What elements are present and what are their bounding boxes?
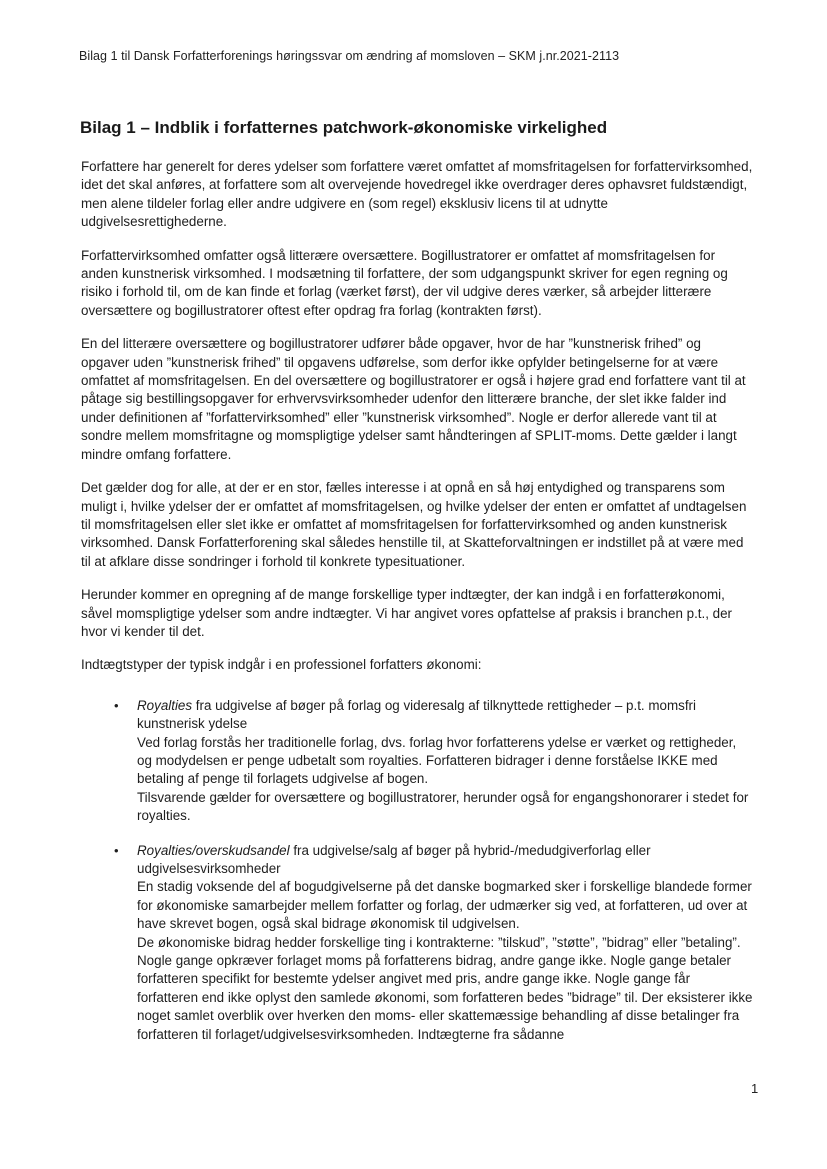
bullet-icon: • <box>114 842 119 858</box>
list-item-body: Ved forlag forstås her traditionelle forlag, dvs. forlag hvor forfatterens ydelse er værket og rettigheder, og modydelsen er penge udbetalt som royalties. Forfatteren bidrager i denne forståelse IKKE med betaling af penge til forlagets udgivelse af bogen. <box>137 734 737 787</box>
list-item <box>81 842 753 1044</box>
income-types-list <box>81 697 753 1044</box>
page-number: 1 <box>751 1081 759 1096</box>
page-title: Bilag 1 – Indblik i forfatternes patchwork-økonomiske virkelighed <box>80 118 608 137</box>
list-item-title-rest: fra udgivelse/salg af bøger på hybrid-/medudgiverforlag eller udgivelsesvirksomheder <box>137 842 651 876</box>
list-item-title-italic: Royalties/overskudsandel <box>137 842 290 858</box>
document-body <box>81 158 753 1060</box>
list-item-heading <box>137 842 753 879</box>
list-item-title-rest: fra udgivelse af bøger på forlag og videresalg af tilknyttede rettigheder – p.t. momsfri kunstnerisk ydelse <box>137 697 696 732</box>
list-item <box>81 697 753 826</box>
list-item-body: En stadig voksende del af bogudgivelserne på det danske bogmarked sker i forskellige blandede former for økonomiske samarbejder mellem forfatter og forlag, der udmærker sig ved, at forfatteren, ud over at have skrevet bogen, også skal bidrage økonomisk til udgivelsen. <box>137 879 752 932</box>
paragraph: Forfattervirksomhed omfatter også litterære oversættere. Bogillustratorer er omfattet af momsfritagelsen for anden kunstnerisk virksomhed. I modsætning til forfattere, der som udgangspunkt skriver for egen regning og risiko i forhold til, om de kan finde et forlag (værket først), der vil udgive deres værker, så arbejder litterære oversættere og bogillustratorer oftest efter opdrag fra forlag (kontrakten først). <box>81 247 728 318</box>
paragraph: Det gælder dog for alle, at der er en stor, fælles interesse i at opnå en så høj entydighed og transparens som muligt i, hvilke ydelser der er omfattet af momsfritagelsen, og hvilke ydelser der enten er omfattet af undtagelsen til momsfritagelsen eller slet ikke er omfattet af momsfritagelsen for forfattervirksomhed og anden kunstnerisk virksomhed. Dansk Forfatterforening skal således henstille til, at Skatteforvaltningen er indstillet på at være med til at afklare disse sondringer i forhold til konkrete typesituationer. <box>81 480 747 569</box>
list-item-heading <box>137 697 753 734</box>
list-item-title-italic: Royalties <box>137 697 193 713</box>
list-item-body: Tilsvarende gælder for oversættere og bogillustratorer, herunder også for engangshonorarer i stedet for royalties. <box>137 789 749 824</box>
bullet-icon: • <box>114 697 119 713</box>
paragraph: Herunder kommer en opregning af de mange forskellige typer indtægter, der kan indgå i en forfatterøkonomi, såvel momspligtige ydelser som andre indtægter. Vi har angivet vores opfattelse af praksis i branchen p.t., der hvor vi kender til det. <box>81 587 733 639</box>
page-header: Bilag 1 til Dansk Forfatterforenings høringssvar om ændring af momsloven – SKM j.nr.2021-2113 <box>79 49 620 63</box>
list-item-body: De økonomiske bidrag hedder forskellige ting i kontrakterne: ”tilskud”, ”støtte”, ”bidrag” eller ”betaling”. Nogle gange opkræver forlaget moms på forfatterens bidrag, andre gange ikke. Nogle gange betaler forfatteren specifikt for bestemte ydelser angivet med pris, andre gange ikke. Nogle gange får forfatteren end ikke oplyst den samlede økonomi, som forfatteren bedes ”bidrage” til. Der eksisterer ikke noget samlet overblik over hverken den moms- eller skattemæssige behandling af disse betalinger fra forfatteren til forlaget/udgivelsesvirksomheden. Indtægterne fra sådanne <box>137 934 753 1042</box>
paragraph-intro-list: Indtægtstyper der typisk indgår i en professionel forfatters økonomi: <box>81 657 482 673</box>
paragraph: En del litterære oversættere og bogillustratorer udfører både opgaver, hvor de har ”kunstnerisk frihed” og opgaver uden ”kunstnerisk frihed” til opgavens udførelse, som derfor ikke opfylder betingelserne for at være omfattet af momsfritagelsen. En del oversættere og bogillustratorer er også i højere grad end forfattere vant til at påtage sig bestillingsopgaver for erhvervsvirksomheder udenfor den litterære branche, der slet ikke falder ind under definitionen af ”forfattervirksomhed” eller ”kunstnerisk virksomhed”. Nogle er derfor allerede vant til at sondre mellem momsfritagne og momspligtige ydelser samt håndteringen af SPLIT-moms. Dette gælder i langt mindre omfang forfattere. <box>81 336 746 462</box>
paragraph: Forfattere har generelt for deres ydelser som forfattere været omfattet af momsfritagelsen for forfattervirksomhed, idet det skal anføres, at forfattere som alt overvejende hovedregel ikke overdrager deres ophavsret fuldstændigt, men alene tildeler forlag eller andre udgivere en (som regel) eksklusiv licens til at udnytte udgivelsesrettighederne. <box>81 159 753 230</box>
